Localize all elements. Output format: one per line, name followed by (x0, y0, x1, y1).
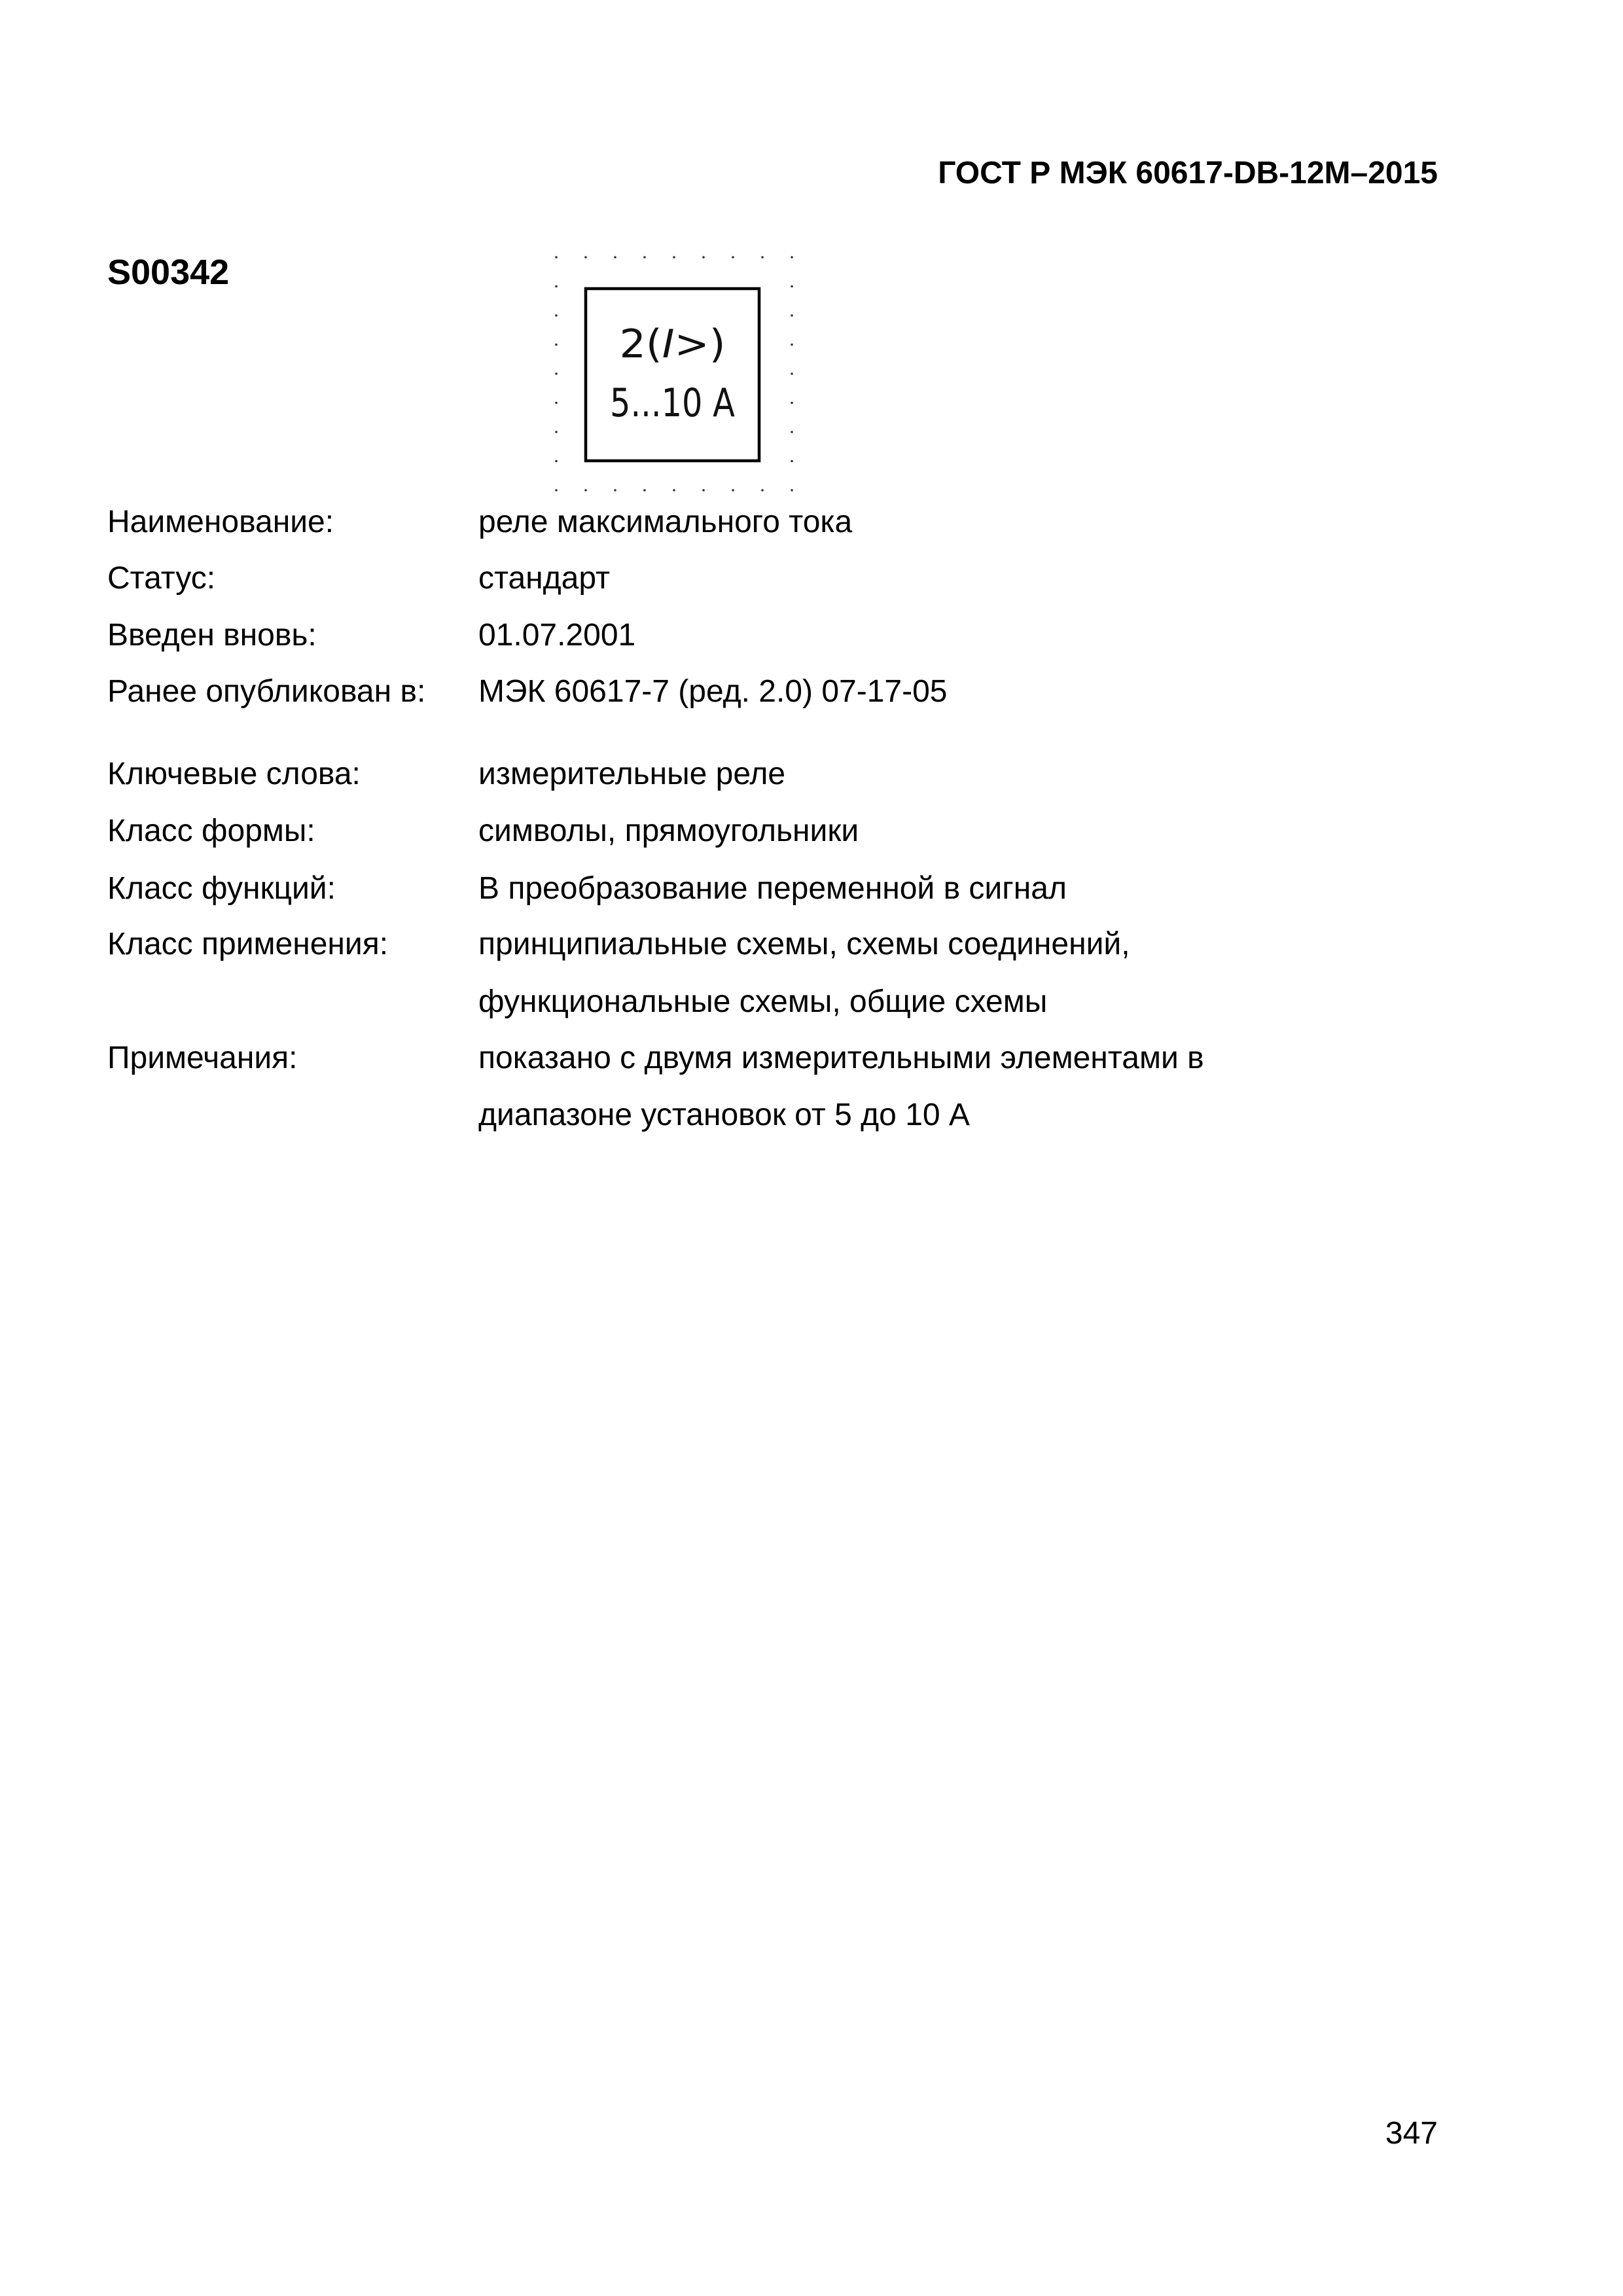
field-label-application-class: Класс применения: (107, 927, 389, 961)
grid-dot (791, 285, 793, 288)
field-value-shape-class: символы, прямоугольники (478, 814, 859, 848)
symbol-frame (586, 289, 759, 461)
grid-dot (555, 256, 558, 259)
grid-dot (702, 256, 705, 259)
field-value-name: реле максимального тока (478, 505, 853, 539)
grid-dot (584, 256, 587, 259)
field-value-notes-line-2: диапазоне установок от 5 до 10 А (478, 1098, 970, 1132)
grid-dot (761, 489, 764, 492)
field-value-keywords: измерительные реле (478, 757, 786, 791)
grid-dot (555, 314, 558, 317)
grid-dot (555, 489, 558, 492)
field-label-function-class: Класс функций: (107, 871, 336, 906)
page-number: 347 (1385, 2116, 1438, 2151)
symbol-text-line-1-prefix: 2( (619, 321, 660, 367)
grid-dot (555, 431, 558, 433)
symbol-graphic (550, 251, 798, 499)
grid-dot (732, 256, 734, 259)
standard-designation: ГОСТ Р МЭК 60617-DB-12M–2015 (938, 156, 1438, 190)
field-value-application-class-line-1: принципиальные схемы, схемы соединений, (478, 927, 1130, 961)
symbol-id: S00342 (107, 253, 230, 292)
field-label-introduced: Введен вновь: (107, 618, 317, 653)
field-label-name: Наименование: (107, 505, 334, 539)
grid-dot (614, 489, 616, 492)
grid-dot (673, 256, 675, 259)
field-value-notes-line-1: показано с двумя измерительными элементами в (478, 1041, 1204, 1075)
grid-dot (791, 256, 793, 259)
grid-dot (555, 460, 558, 463)
grid-dot (791, 314, 793, 317)
grid-dot (555, 372, 558, 375)
field-label-notes: Примечания: (107, 1041, 298, 1075)
grid-dot (614, 256, 616, 259)
field-value-introduced: 01.07.2001 (478, 618, 636, 653)
grid-dot (555, 344, 558, 346)
field-value-status: стандарт (478, 561, 610, 596)
field-label-keywords: Ключевые слова: (107, 757, 361, 791)
grid-dot (791, 402, 793, 404)
grid-dot (791, 460, 793, 463)
grid-dot (555, 285, 558, 288)
grid-dot (643, 489, 646, 492)
field-label-status: Статус: (107, 561, 216, 596)
grid-dot (673, 489, 675, 492)
field-value-previously-published: МЭК 60617-7 (ред. 2.0) 07-17-05 (478, 674, 948, 709)
grid-dot (643, 256, 646, 259)
grid-dot (791, 489, 793, 492)
grid-dot (791, 344, 793, 346)
symbol-text-line-1-current: I (662, 321, 674, 367)
grid-dots (555, 256, 793, 492)
symbol-text-line-1-suffix: >) (674, 321, 723, 367)
field-label-previously-published: Ранее опубликован в: (107, 674, 426, 709)
grid-dot (702, 489, 705, 492)
field-value-application-class-line-2: функциональные схемы, общие схемы (478, 984, 1048, 1019)
symbol-text-line-1 (620, 321, 726, 367)
grid-dot (761, 256, 764, 259)
field-value-function-class: В преобразование переменной в сигнал (478, 871, 1067, 906)
grid-dot (791, 431, 793, 433)
field-label-shape-class: Класс формы: (107, 814, 315, 848)
grid-dot (732, 489, 734, 492)
grid-dot (791, 372, 793, 375)
symbol-text-line-2: 5...10 A (610, 380, 735, 426)
grid-dot (555, 402, 558, 404)
grid-dot (584, 489, 587, 492)
